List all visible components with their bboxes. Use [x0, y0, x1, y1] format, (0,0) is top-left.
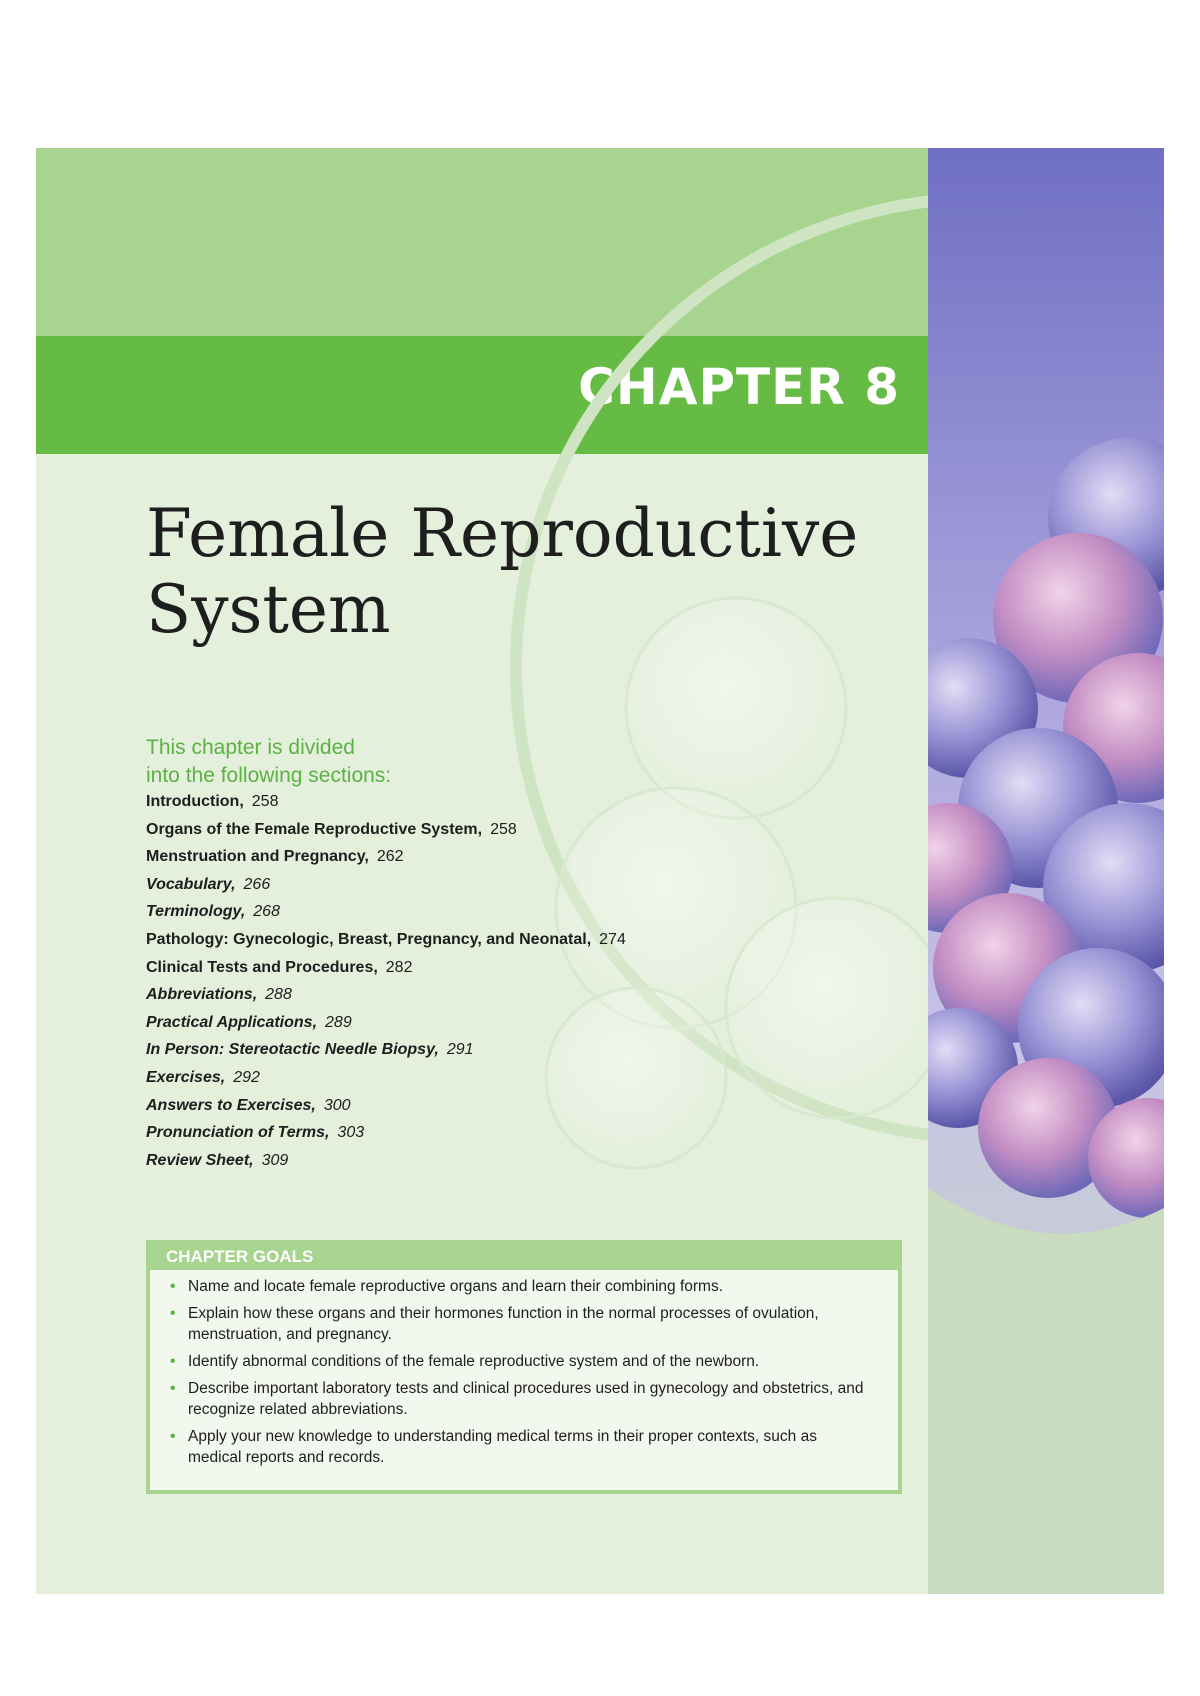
chapter-opener-page — [36, 148, 1164, 1594]
toc-item-vocabulary: Vocabulary, 266 — [146, 875, 271, 893]
toc-item-pronunciation: Pronunciation of Terms, 303 — [146, 1124, 365, 1142]
title-line-2: System — [146, 571, 391, 648]
toc-item-practical-applications: Practical Applications, 289 — [146, 1013, 352, 1031]
bullet-icon: • — [170, 1353, 176, 1370]
title-line-1: Female Reproductive — [146, 495, 859, 572]
chapter-goals-list — [150, 1276, 898, 1468]
toc-item-review-sheet: Review Sheet, 309 — [146, 1151, 289, 1169]
chapter-title — [146, 496, 906, 648]
bullet-icon: • — [170, 1380, 176, 1397]
toc-item-menstruation: Menstruation and Pregnancy, 262 — [146, 848, 404, 866]
cell-photo-strip — [928, 148, 1164, 1594]
chapter-goals-box — [146, 1240, 902, 1494]
toc-item-abbreviations: Abbreviations, 288 — [146, 986, 292, 1004]
goal-item: • Identify abnormal conditions of the female reproductive system and of the newborn. — [170, 1353, 760, 1370]
toc-item-terminology: Terminology, 268 — [146, 903, 280, 921]
chapter-number: CHAPTER 8 — [578, 358, 900, 416]
section-entries — [146, 792, 866, 1171]
bullet-icon: • — [170, 1305, 176, 1322]
toc-item-introduction: Introduction, 258 — [146, 793, 279, 810]
toc-item-organs: Organs of the Female Reproductive System, 258 — [146, 820, 517, 838]
goal-item: • Explain how these organs and their hormones function in the normal processes of ovulation, menstruation, and pregnancy. — [170, 1305, 819, 1343]
section-list — [146, 734, 866, 1178]
goal-item: • Apply your new knowledge to understanding medical terms in their proper contexts, such as medical reports and records. — [170, 1428, 817, 1466]
cell-photo — [928, 148, 1164, 1594]
toc-item-exercises: Exercises, 292 — [146, 1068, 260, 1086]
goal-item: • Describe important laboratory tests and clinical procedures used in gynecology and obstetrics, and recognize related abbreviations. — [170, 1380, 864, 1418]
toc-item-clinical-tests: Clinical Tests and Procedures, 282 — [146, 958, 413, 976]
toc-item-in-person: In Person: Stereotactic Needle Biopsy, 291 — [146, 1041, 474, 1059]
bullet-icon: • — [170, 1278, 176, 1295]
toc-item-answers: Answers to Exercises, 300 — [146, 1096, 351, 1114]
goal-item: • Name and locate female reproductive organs and learn their combining forms. — [170, 1278, 724, 1295]
bullet-icon: • — [170, 1428, 176, 1445]
toc-item-pathology: Pathology: Gynecologic, Breast, Pregnancy, and Neonatal, 274 — [146, 930, 626, 948]
section-list-intro: This chapter is divided into the following sections: — [146, 736, 392, 787]
chapter-goals-header: CHAPTER GOALS — [150, 1244, 898, 1270]
